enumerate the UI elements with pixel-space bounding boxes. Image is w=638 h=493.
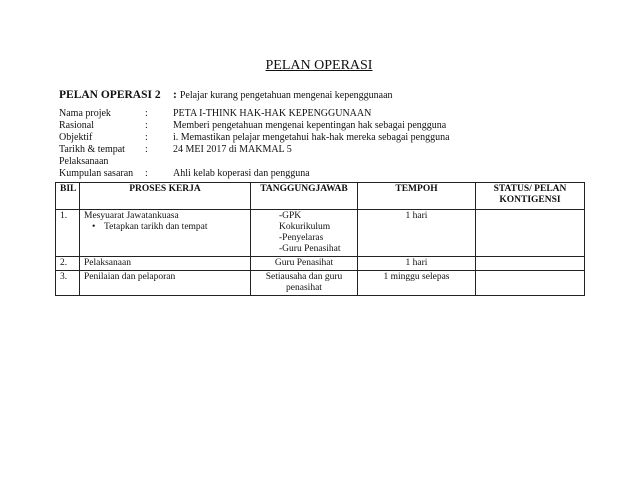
bullet-icon: • — [92, 222, 96, 232]
info-colon: : — [145, 168, 148, 179]
cell-tempoh: 1 hari — [358, 257, 476, 271]
table-row — [56, 210, 585, 257]
header-tempoh: TEMPOH — [358, 183, 476, 210]
tj-line: Setiausaha dan guru — [265, 272, 343, 282]
info-value: PETA I-THINK HAK-HAK KEPENGGUNAAN — [173, 108, 372, 119]
header-tanggungjawab: TANGGUNGJAWAB — [251, 183, 358, 210]
table-row — [56, 257, 585, 271]
info-colon: : — [145, 144, 148, 155]
info-key: Rasional — [59, 120, 94, 131]
cell-proses: Penilaian dan pelaporan — [80, 271, 251, 296]
info-colon: : — [145, 120, 148, 131]
info-key: Tarikh & tempat — [59, 144, 125, 155]
cell-bil: 2. — [56, 257, 80, 271]
list-item — [92, 222, 246, 233]
plan-heading — [59, 89, 619, 101]
cell-tempoh: 1 minggu selepas — [358, 271, 476, 296]
table-header-row — [56, 183, 585, 210]
info-key: Nama projek — [59, 108, 111, 119]
tj-line: -Guru Penasihat — [279, 244, 341, 254]
cell-proses — [80, 210, 251, 257]
table-row — [56, 271, 585, 296]
header-bil: BIL — [56, 183, 80, 210]
cell-tanggungjawab — [251, 271, 358, 296]
header-proses-kerja: PROSES KERJA — [80, 183, 251, 210]
info-key: Objektif — [59, 132, 93, 143]
cell-status — [476, 271, 585, 296]
info-key: Pelaksanaan — [59, 156, 109, 167]
info-colon: : — [145, 132, 148, 143]
plan-value: Pelajar kurang pengetahuan mengenai kepenggunaan — [179, 90, 393, 101]
cell-status — [476, 210, 585, 257]
cell-bil: 3. — [56, 271, 80, 296]
bullet-text: Tetapkan tarikh dan tempat — [104, 222, 208, 232]
plan-label: PELAN OPERASI 2 — [59, 89, 161, 101]
tj-line: -GPK Kokurikulum — [279, 211, 331, 232]
page-title: PELAN OPERASI — [265, 58, 373, 73]
proses-text: Mesyuarat Jawatankuasa — [84, 211, 179, 221]
info-value: 24 MEI 2017 di MAKMAL 5 — [173, 144, 292, 155]
plan-colon: : — [173, 89, 177, 101]
tj-line: penasihat — [286, 283, 322, 293]
proses-bullets — [84, 222, 246, 233]
info-value: i. Memastikan pelajar mengetahui hak-hak mereka sebagai pengguna — [173, 132, 450, 143]
info-value: Ahli kelab koperasi dan pengguna — [173, 168, 310, 179]
tj-line: -Penyelaras — [279, 233, 324, 243]
info-value: Memberi pengetahuan mengenai kepentingan hak sebagai pengguna — [173, 120, 447, 131]
cell-status — [476, 257, 585, 271]
info-key: Kumpulan sasaran — [59, 168, 134, 179]
cell-proses: Pelaksanaan — [80, 257, 251, 271]
cell-bil: 1. — [56, 210, 80, 257]
operation-table — [55, 182, 585, 296]
cell-tanggungjawab: Guru Penasihat — [251, 257, 358, 271]
info-colon: : — [145, 108, 148, 119]
cell-tanggungjawab — [251, 210, 358, 257]
header-status: STATUS/ PELAN KONTIGENSI — [476, 183, 585, 210]
cell-tempoh: 1 hari — [358, 210, 476, 257]
